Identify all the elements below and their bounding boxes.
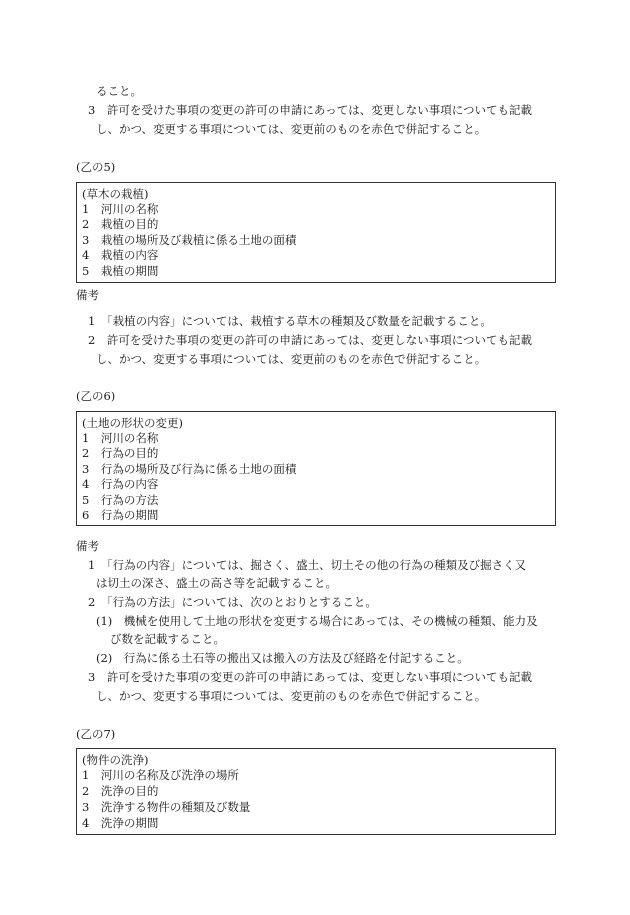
section-7-item: 2 洗浄の目的 [82, 784, 159, 798]
section-5-item: 2 栽植の目的 [82, 217, 159, 231]
section-6-note-3-line-1: 3 許可を受けた事項の変更の許可の申請にあっては、変更しない事項についても記載 [88, 670, 532, 684]
section-6-heading: (乙の6) [76, 389, 116, 403]
section-6-remarks-label: 備考 [76, 539, 99, 553]
section-6-item: 5 行為の方法 [82, 493, 159, 507]
section-5-heading: (乙の5) [76, 160, 116, 174]
section-6-sub-1-line-2: び数を記載すること。 [110, 632, 225, 646]
continuation-text: ること。 [96, 84, 142, 98]
section-5-box-title: (草木の栽植) [82, 187, 149, 201]
section-5-item: 4 栽植の内容 [82, 248, 159, 262]
section-7-heading: (乙の7) [76, 727, 116, 741]
section-6-note-1-line-2: は切土の深さ、盛土の高さ等を記載すること。 [96, 576, 338, 590]
section-6-item: 6 行為の期間 [82, 508, 159, 522]
section-6-note-1-line-1: 1 「行為の内容」については、掘さく、盛土、切土その他の行為の種類及び掘さく又 [88, 558, 527, 572]
note-3-line-2: し、かつ、変更する事項については、変更前のものを赤色で併記すること。 [96, 122, 487, 136]
section-5-item: 1 河川の名称 [82, 202, 159, 216]
section-6-box-title: (土地の形状の変更) [82, 416, 183, 430]
section-6-item: 4 行為の内容 [82, 477, 159, 491]
section-6-sub-2: (2) 行為に係る土石等の搬出又は搬入の方法及び経路を付記すること。 [96, 651, 469, 665]
section-6-item: 2 行為の目的 [82, 446, 159, 460]
section-7-form-box [76, 748, 556, 835]
section-5-form-box [76, 182, 556, 283]
section-5-note-2-line-2: し、かつ、変更する事項については、変更前のものを赤色で併記すること。 [96, 352, 487, 366]
section-5-item: 5 栽植の期間 [82, 264, 159, 278]
section-5-note-1: 1 「栽植の内容」については、栽植する草木の種類及び数量を記載すること。 [88, 314, 492, 328]
section-6-form-box [76, 411, 556, 526]
section-6-item: 1 河川の名称 [82, 431, 159, 445]
section-5-remarks-label: 備考 [76, 288, 99, 302]
section-7-item: 1 河川の名称及び洗浄の場所 [82, 768, 239, 782]
section-5-item: 3 栽植の場所及び栽植に係る土地の面積 [82, 233, 297, 247]
section-6-note-2: 2 「行為の方法」については、次のとおりとすること。 [88, 595, 377, 609]
section-6-sub-1-line-1: (1) 機械を使用して土地の形状を変更する場合にあっては、その機械の種類、能力及 [96, 614, 538, 628]
section-5-note-2-line-1: 2 許可を受けた事項の変更の許可の申請にあっては、変更しない事項についても記載 [88, 333, 532, 347]
section-7-item: 4 洗浄の期間 [82, 816, 159, 830]
note-3-line-1: 3 許可を受けた事項の変更の許可の申請にあっては、変更しない事項についても記載 [88, 103, 532, 117]
section-6-item: 3 行為の場所及び行為に係る土地の面積 [82, 462, 297, 476]
section-6-note-3-line-2: し、かつ、変更する事項については、変更前のものを赤色で併記すること。 [96, 689, 487, 703]
section-7-box-title: (物件の洗浄) [82, 753, 149, 767]
section-7-item: 3 洗浄する物件の種類及び数量 [82, 800, 251, 814]
